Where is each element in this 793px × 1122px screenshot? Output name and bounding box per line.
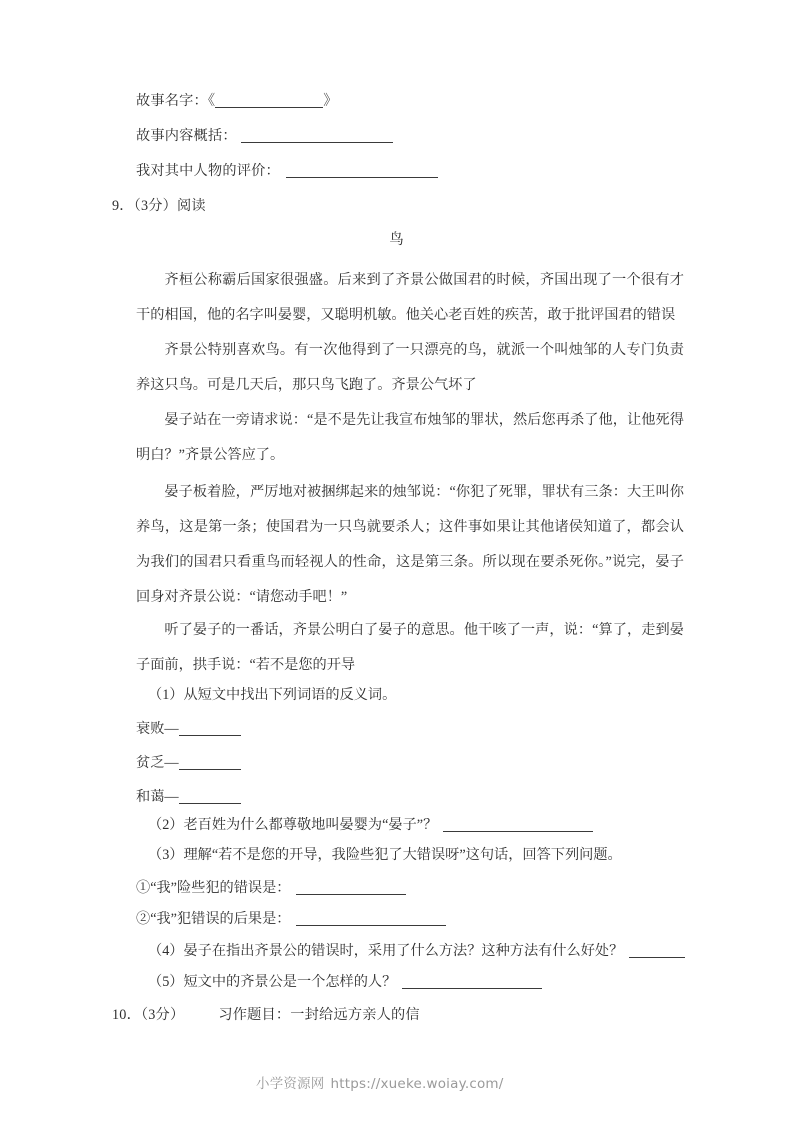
question-9-header — [112, 199, 206, 213]
subquestion-4-label: （4）晏子在指出齐景公的错误时，采用了什么方法？这种方法有什么好处？ — [148, 943, 624, 959]
subquestion-4-blank[interactable] — [629, 944, 685, 958]
story-name-label-close: 》 — [323, 93, 338, 109]
subquestion-5-row — [148, 971, 542, 991]
subquestion-3-item-1-row — [136, 877, 406, 897]
question-10-title: 习作题目：一封给远方亲人的信 — [218, 1007, 420, 1023]
subquestion-3-item-1-label: ①“我”险些犯的错误是： — [136, 880, 291, 896]
subquestion-4-row — [148, 940, 685, 960]
passage-paragraph-5: 听了晏子的一番话，齐景公明白了晏子的意思。他干咳了一声，说：“算了，走到晏子面前，拱手说：“若不是您的开导 — [136, 622, 684, 673]
story-name-label: 故事名字：《 — [136, 93, 216, 109]
subquestion-2-row — [148, 814, 593, 834]
subquestion-1-label: （1）从短文中找出下列词语的反义词。 — [148, 687, 397, 703]
story-summary-label: 故事内容概括： — [136, 128, 237, 144]
question-9-number-and-score: 9．（3分） — [112, 198, 178, 214]
story-name-row — [136, 94, 338, 108]
subquestion-2-label: （2）老百姓为什么都尊敬地叫晏婴为“晏子”？ — [148, 817, 438, 833]
story-name-blank[interactable] — [215, 94, 323, 108]
subquestion-3-item-2-blank[interactable] — [296, 912, 446, 926]
antonym-word-3: 和蔼— — [136, 789, 179, 805]
article-title: 鸟 — [389, 232, 404, 248]
story-summary-blank[interactable] — [241, 129, 393, 143]
passage-paragraph-2: 齐景公特别喜欢鸟。有一次他得到了一只漂亮的鸟，就派一个叫烛邹的人专门负责养这只鸟。可是几天后，那只鸟飞跑了。齐景公气坏了 — [136, 342, 684, 393]
antonym-item-1 — [136, 718, 241, 738]
passage-paragraph-1: 齐桓公称霸后国家很强盛。后来到了齐景公做国君的时候，齐国出现了一个很有才干的相国，他的名字叫晏婴，又聪明机敏。他关心老百姓的疾苦，敢于批评国君的错误 — [136, 272, 684, 323]
character-comment-blank[interactable] — [286, 164, 438, 178]
subquestion-3-item-1-blank[interactable] — [296, 881, 406, 895]
question-10-header — [112, 1008, 420, 1022]
antonym-blank-3[interactable] — [179, 790, 241, 804]
antonym-word-2: 贫乏— — [136, 755, 179, 771]
antonym-item-3 — [136, 786, 241, 806]
antonym-blank-1[interactable] — [179, 722, 241, 736]
story-summary-row — [136, 129, 393, 143]
character-comment-label: 我对其中人物的评价： — [136, 163, 280, 179]
watermark-site-name: 小学资源网 — [256, 1076, 325, 1092]
antonym-word-1: 衰败— — [136, 721, 179, 737]
antonym-blank-2[interactable] — [179, 756, 241, 770]
passage-paragraph-4: 晏子板着脸，严厉地对被捆绑起来的烛邹说：“你犯了死罪，罪状有三条：大王叫你养鸟，这是第一条；使国君为一只鸟就要杀人；这件事如果让其他诸侯知道了，都会认为我们的国君只看重鸟而轻视人的性命，这是第三条。所以现在要杀死你。”说完，晏子回身对齐景公说：“请您动手吧！” — [136, 484, 684, 605]
antonym-item-2 — [136, 752, 241, 772]
question-9-instruction: 阅读 — [177, 198, 206, 214]
subquestion-3-label: （3）理解“若不是您的开导，我险些犯了大错误呀”这句话，回答下列问题。 — [148, 847, 622, 863]
passage-paragraph-3: 晏子站在一旁请求说：“是不是先让我宣布烛邹的罪状，然后您再杀了他，让他死得明白？”齐景公答应了。 — [136, 412, 684, 463]
subquestion-5-label: （5）短文中的齐景公是一个怎样的人？ — [148, 974, 397, 990]
subquestion-2-blank[interactable] — [443, 818, 593, 832]
subquestion-5-blank[interactable] — [402, 975, 542, 989]
watermark — [256, 1072, 504, 1092]
subquestion-3-item-2-row — [136, 908, 446, 928]
character-comment-row — [136, 164, 438, 178]
subquestion-3-item-2-label: ②“我”犯错误的后果是： — [136, 911, 291, 927]
watermark-url: https://xueke.woiay.com/ — [330, 1076, 504, 1092]
question-10-number-and-score: 10．（3分） — [112, 1007, 185, 1023]
